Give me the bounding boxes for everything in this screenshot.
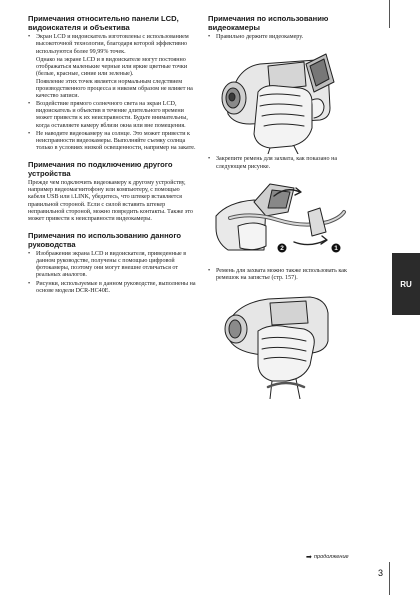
camcorder-notes-list-2 — [208, 156, 368, 171]
section-title-camcorder: Примечания по использованию видеокамеры — [208, 14, 329, 32]
camcorder-note-2: Закрепите ремень для захвата, как показано на следующем рисунке. — [216, 156, 338, 170]
bullet: • — [208, 156, 211, 163]
svg-text:2: 2 — [280, 245, 284, 253]
hold-camcorder-illustration — [208, 42, 358, 154]
continued-label: продолжение — [313, 554, 349, 560]
bullet: • — [208, 267, 211, 274]
list-item — [208, 34, 368, 41]
language-tab-label: RU — [400, 279, 412, 289]
edge-line-bottom — [389, 562, 390, 595]
list-item — [208, 156, 368, 171]
lcd-notes-list — [28, 34, 196, 153]
bullet: • — [28, 130, 31, 137]
manual-note-1: Изображения экрана LCD и видоискателя, приведенные в данном руководстве, получены с помощью цифровой фотокамеры, поэтому они могут внешне отличаться от реальных аналогов. — [36, 250, 187, 279]
camcorder-note-3: Ремень для захвата можно также использовать как ремешок на запястье (стр. 157). — [216, 267, 347, 282]
section-manual-notes — [28, 231, 196, 296]
list-item — [208, 268, 368, 283]
section-connection-notes — [28, 160, 196, 224]
bullet: • — [28, 100, 31, 107]
connection-note: Прежде чем подключить видеокамеру к другому устройству, например видеомагнитофону или компьютеру, с помощью кабеля USB или i.LINK, убедитесь, что штекер вставляется правильной стороной. Если с силой вставить штекер неправильной стороной, можно повредить контакты. Также это может привести к неисправности видеокамеры. — [28, 179, 193, 223]
manual-note-2: Рисунки, используемые в данном руководстве, выполнены на основе модели DCR-HC40E. — [36, 280, 196, 295]
arrow-right-icon: ➡ — [306, 554, 312, 561]
wrist-strap-illustration — [208, 283, 358, 399]
lcd-note-1: Экран LCD и видоискатель изготовлены с использованием высокоточной технологии, благодаря которой эффективно используются более 99,99% точек. — [36, 34, 189, 55]
bullet: • — [28, 34, 31, 40]
camcorder-notes-list-3 — [208, 268, 368, 283]
right-column — [208, 14, 368, 399]
list-item — [28, 281, 196, 296]
list-item — [28, 34, 196, 56]
bullet: • — [28, 280, 31, 287]
lcd-note-1-cont-a: Однако на экране LCD и в видоискателе могут постоянно отображаться маленькие черные или яркие цветные точки (белые, красные, синие или зеленые). — [36, 56, 188, 78]
callout-1 — [332, 243, 341, 252]
section-title-connection: Примечания по подключению другого устройства — [28, 159, 173, 178]
camcorder-note-1: Правильно держите видеокамеру. — [216, 34, 304, 40]
page-number: 3 — [378, 568, 384, 578]
bullet: • — [28, 250, 31, 257]
lcd-note-2: Воздействие прямого солнечного света на экран LCD, видоискатель и объектив в течение длительного времени может привести к их неисправности. Будьте внимательны, когда оставляете камеру вблизи окна или вне помещения. — [36, 100, 188, 129]
section-lcd-notes — [28, 14, 196, 153]
section-title-manual: Примечания по использованию данного руководства — [28, 230, 182, 249]
svg-text:1: 1 — [334, 245, 338, 253]
bullet: • — [208, 34, 211, 40]
list-item — [28, 101, 196, 130]
grip-belt-illustration — [208, 172, 358, 264]
camcorder-notes-list — [208, 34, 368, 41]
language-tab — [392, 253, 420, 315]
edge-line-top — [389, 0, 390, 28]
lcd-note-1-cont-b: Появление этих точек является нормальным следствием производственного процесса и никоим образом не влияет на качество записи. — [36, 78, 193, 100]
lcd-note-3: Не наводите видеокамеру на солнце. Это может привести к неисправности видеокамеры. Выполняйте съемку солнца только в условиях низкой освещенности, например на закате. — [36, 130, 196, 152]
list-item — [28, 251, 196, 280]
list-item — [28, 131, 196, 153]
callout-2 — [278, 243, 287, 252]
section-title-lcd: Примечания относительно панели LCD, видоискателя и объектива — [28, 14, 179, 32]
continued-marker — [306, 553, 349, 561]
manual-notes-list — [28, 251, 196, 296]
left-column — [28, 14, 196, 302]
